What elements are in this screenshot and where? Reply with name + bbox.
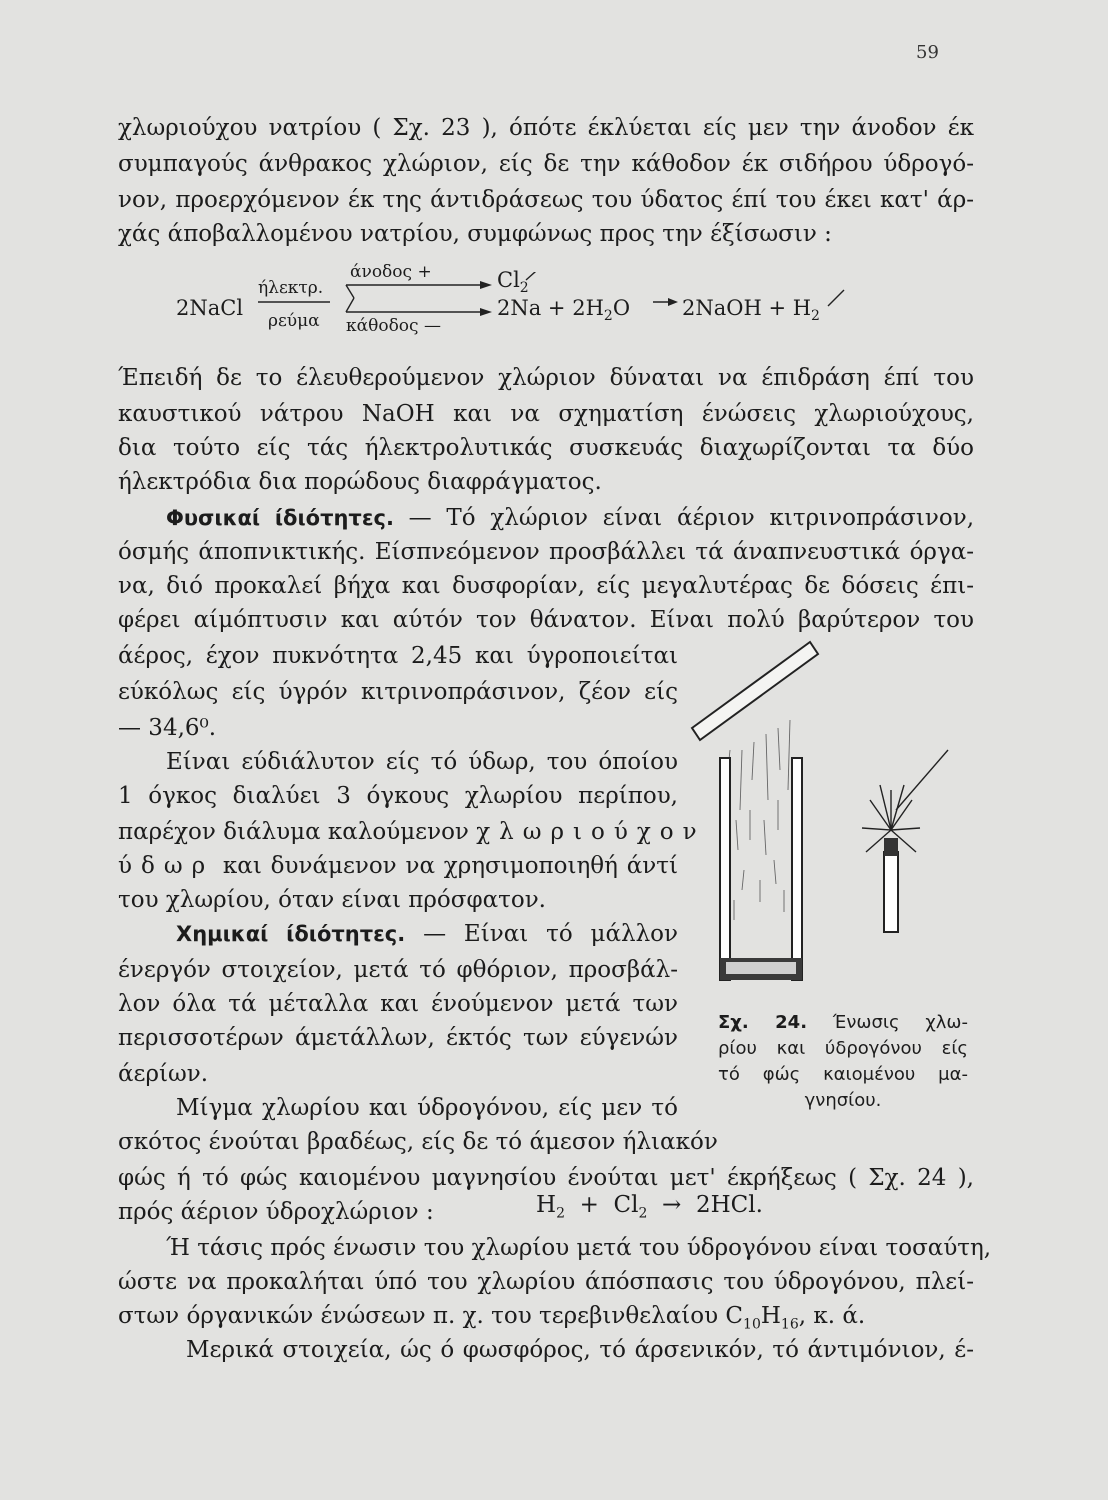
text-line: πρός άέριον ύδροχλώριον : (118, 1199, 434, 1225)
hcl-equation: $H_2 + Cl_2 \to 2HCl$. (536, 1192, 763, 1222)
eq-cathode: κάθοδος — (346, 316, 441, 336)
eq-anode: άνοδος + (350, 262, 432, 282)
eq-product-cl2: $Cl_2$ (497, 268, 529, 297)
caption-label: Σχ. 24. (718, 1012, 808, 1033)
text-line: Ή τάσις πρός ένωσιν του χλωρίου μετά του ύδρογόνου είναι τοσαύτη, (166, 1235, 992, 1261)
eq-reactant: 2NaCl (176, 296, 244, 320)
figure-24-illustration (680, 640, 970, 990)
text-line: ήλεκτρόδια δια πορώδους διαφράγματος. (118, 469, 602, 495)
text-line: ώστε να προκαλήται ύπό του χλωρίου άπόσπασις του ύδρογόνου, πλεί- (118, 1269, 974, 1295)
page-number: 59 (916, 42, 939, 63)
text-line: λον όλα τά μέταλλα και ένούμενον μετά των (118, 991, 678, 1017)
text-line: 1 όγκος διαλύει 3 όγκους χλωρίου περίπου, (118, 783, 678, 809)
text-line: καυστικού νάτρου NaOH και να σχηματίση ένώσεις χλωριούχους, (118, 401, 974, 427)
text-line: φέρει αίμόπτυσιν και αύτόν τον θάνατον. Είναι πολύ βαρύτερον του (118, 607, 974, 633)
text-line: Μερικά στοιχεία, ώς ό φωσφόρος, τό άρσενικόν, τό άντιμόνιον, έ- (186, 1337, 974, 1363)
text-line: του χλωρίου, όταν είναι πρόσφατον. (118, 887, 546, 913)
eq-top-label: ήλεκτρ. (258, 278, 324, 298)
caption-row: Σχ. 24. Ένωσις χλω- (718, 1012, 968, 1033)
text-line: σκότος ένούται βραδέως, είς δε τό άμεσον ήλιακόν (118, 1129, 718, 1155)
text-line: περισσοτέρων άμετάλλων, έκτός των εύγενών (118, 1025, 678, 1051)
text-line: εύκόλως είς ύγρόν κιτρινοπράσινον, ζέον είς (118, 679, 678, 705)
physical-first-line: Φυσικαί ίδιότητες. — Τό χλώριον είναι άέριον κιτρινοπράσινον, (166, 505, 975, 531)
text-line-spaced: ύδωρ και δυνάμενον να χρησιμοποιηθή άντί (118, 853, 678, 879)
text-line: Είναι εύδιάλυτον είς τό ύδωρ, του όποίου (166, 749, 678, 775)
text-line: νον, προερχόμενον έκ της άντιδράσεως του ύδατος έπί του έκει κατ' άρ- (118, 187, 974, 213)
text-line: χλωριούχου νατρίου ( Σχ. 23 ), όπότε έκλύεται είς μεν την άνοδον έκ (118, 115, 974, 141)
physical-heading: Φυσικαί ίδιότητες. (166, 506, 394, 530)
text-line: — 34,6⁰. (118, 715, 217, 741)
caption-row: γνησίου. (804, 1090, 882, 1111)
text-line: άέρος, έχον πυκνότητα 2,45 και ύγροποιείται (118, 643, 678, 669)
text-line: άερίων. (118, 1061, 209, 1087)
text-line: Μίγμα χλωρίου και ύδρογόνου, είς μεν τό (176, 1095, 678, 1121)
text-line: χάς άποβαλλομένου νατρίου, συμφώνως προς την έξίσωσιν : (118, 221, 832, 247)
figure-24-caption (718, 1010, 968, 1114)
eq-bottom-label: ρεύμα (268, 311, 320, 331)
text-line: ένεργόν στοιχείον, μετά τό φθόριον, προσβάλ- (118, 957, 678, 983)
eq-product-na: $2Na + 2H_2O$ (497, 296, 631, 325)
text-line: να, διό προκαλεί βήχα και δυσφορίαν, είς μεγαλυτέρας δε δόσεις έπι- (118, 573, 974, 599)
chemical-heading: Χημικαί ίδιότητες. (176, 922, 406, 946)
text-line: όσμής άποπνικτικής. Είσπνεόμενον προσβάλλει τά άναπνευστικά όργα- (118, 539, 974, 565)
text-line: συμπαγούς άνθρακος χλώριον, είς δε την κάθοδον έκ σιδήρου ύδρογό- (118, 151, 974, 177)
text-line: Έπειδή δε το έλευθερούμενον χλώριον δύναται να έπιδράση έπί του (118, 365, 974, 391)
chemical-first-line: Χημικαί ίδιότητες. — Είναι τό μάλλον (176, 921, 678, 947)
eq-product-naoh: 2NaOH + $H_2$ (682, 296, 820, 325)
text-line: φώς ή τό φώς καιομένου μαγνησίου ένούται μετ' έκρήξεως ( Σχ. 24 ), (118, 1165, 974, 1191)
caption-row: τό φώς καιομένου μα- (718, 1064, 968, 1085)
text-line: στων όργανικών ένώσεων π. χ. του τερεβινθελαίου $C_{10}H_{16}$, κ. ά. (118, 1303, 866, 1333)
caption-row: ρίου και ύδρογόνου είς (718, 1038, 968, 1059)
text-line: δια τούτο είς τάς ήλεκτρολυτικάς συσκευάς διαχωρίζονται τα δύο (118, 435, 974, 461)
text-line-spaced: παρέχον διάλυμα καλούμενον χλωριούχον (118, 819, 706, 845)
